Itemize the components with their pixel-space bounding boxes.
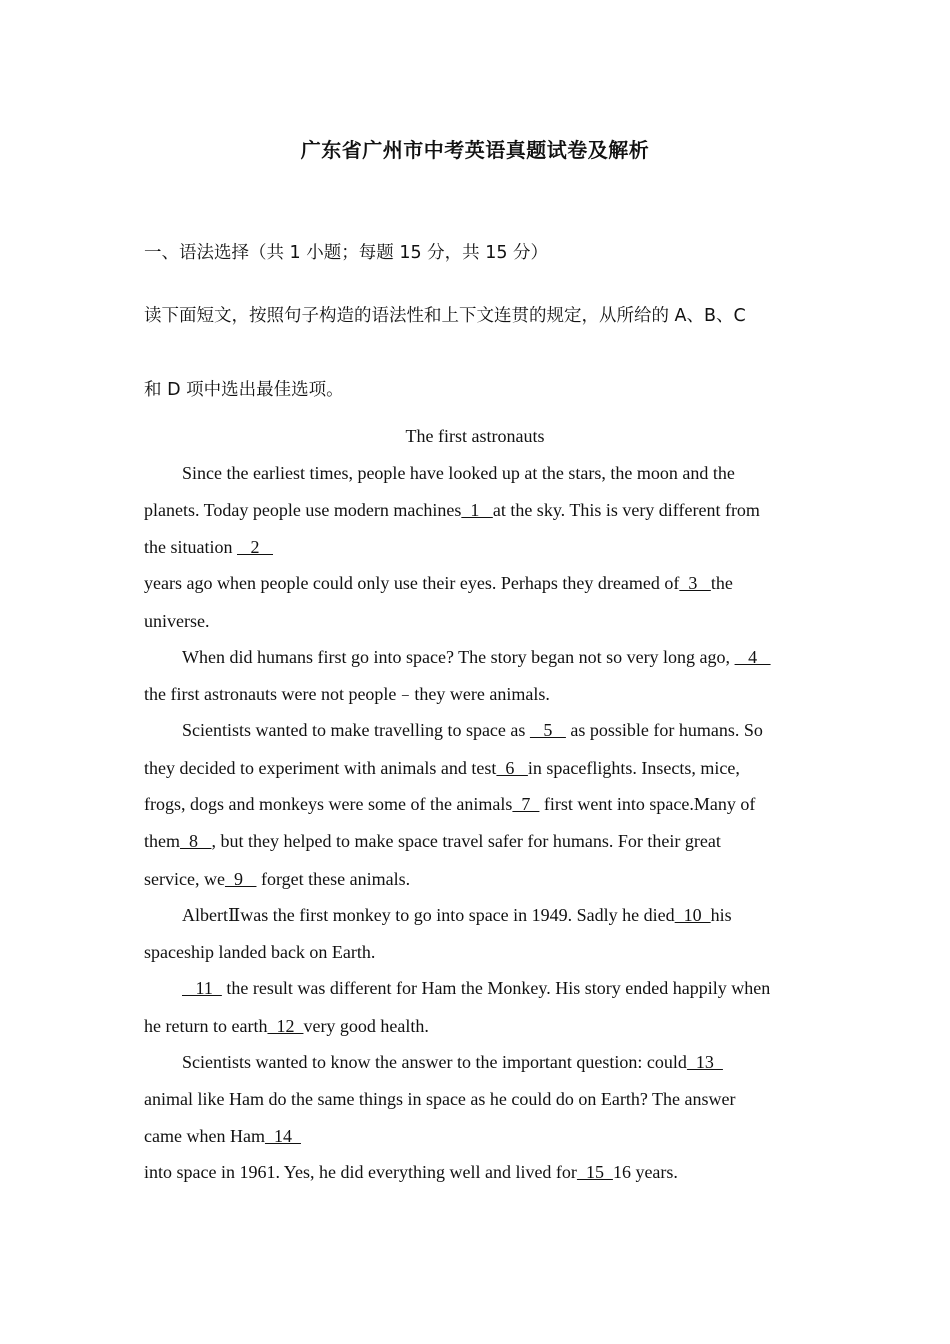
- passage-line: 11 the result was different for Ham the Monkey. His story ended happily when: [182, 978, 771, 998]
- blank-6: 6: [496, 758, 528, 778]
- blank-15: 15: [576, 1162, 613, 1182]
- passage-line: came when Ham 14: [144, 1126, 301, 1146]
- blank-13: 13: [686, 1052, 723, 1072]
- blank-9: 9: [224, 869, 257, 889]
- passage-line: they decided to experiment with animals and test 6 in spaceflights. Insects, mice,: [144, 758, 740, 778]
- passage-line: he return to earth 12 very good health.: [144, 1016, 429, 1036]
- blank-4: 4: [734, 647, 771, 667]
- passage-line: animal like Ham do the same things in space as he could do on Earth? The answer: [144, 1089, 736, 1109]
- passage-line: Since the earliest times, people have looked up at the stars, the moon and the: [182, 463, 735, 483]
- passage-line: them 8 , but they helped to make space travel safer for humans. For their great: [144, 831, 721, 851]
- passage-line: When did humans first go into space? The story began not so very long ago, 4: [182, 647, 771, 667]
- blank-11: 11: [182, 978, 222, 998]
- passage-line: the first astronauts were not people﹣they were animals.: [144, 684, 550, 704]
- blank-8: 8: [180, 831, 212, 851]
- blank-3: 3: [679, 573, 711, 593]
- passage-title: The first astronauts: [405, 426, 545, 446]
- blank-7: 7: [512, 794, 540, 814]
- passage-line: universe.: [144, 611, 210, 631]
- instruction-line-2: 和 D 项中选出最佳选项。: [144, 380, 344, 400]
- blank-12: 12: [267, 1016, 304, 1036]
- instruction-line-1: 读下面短文，按照句子构造的语法性和上下文连贯的规定，从所给的 A、B、C: [144, 306, 746, 326]
- passage-line: years ago when people could only use their eyes. Perhaps they dreamed of 3 the: [144, 573, 733, 593]
- passage-line: Scientists wanted to know the answer to the important question: could 13: [182, 1052, 723, 1072]
- blank-2: 2: [237, 537, 273, 557]
- blank-1: 1: [461, 500, 493, 520]
- passage-line: frogs, dogs and monkeys were some of the animals 7 first went into space.Many of: [144, 794, 756, 814]
- passage-line: the situation 2: [144, 537, 273, 557]
- document-title: 广东省广州市中考英语真题试卷及解析: [300, 138, 650, 162]
- passage-line: into space in 1961. Yes, he did everything well and lived for 15 16 years.: [144, 1162, 678, 1182]
- blank-5: 5: [529, 720, 566, 740]
- passage-line: service, we 9 forget these animals.: [144, 869, 411, 889]
- passage-line: planets. Today people use modern machines 1 at the sky. This is very different from: [144, 500, 760, 520]
- section-heading: 一、语法选择（共 1 小题；每题 15 分，共 15 分）: [144, 243, 549, 263]
- passage-line: spaceship landed back on Earth.: [144, 942, 376, 962]
- blank-14: 14: [264, 1126, 301, 1146]
- blank-10: 10: [674, 905, 711, 925]
- passage-line: Scientists wanted to make travelling to space as 5 as possible for humans. So: [182, 720, 763, 740]
- passage-line: AlbertⅡwas the first monkey to go into space in 1949. Sadly he died 10 his: [182, 905, 732, 925]
